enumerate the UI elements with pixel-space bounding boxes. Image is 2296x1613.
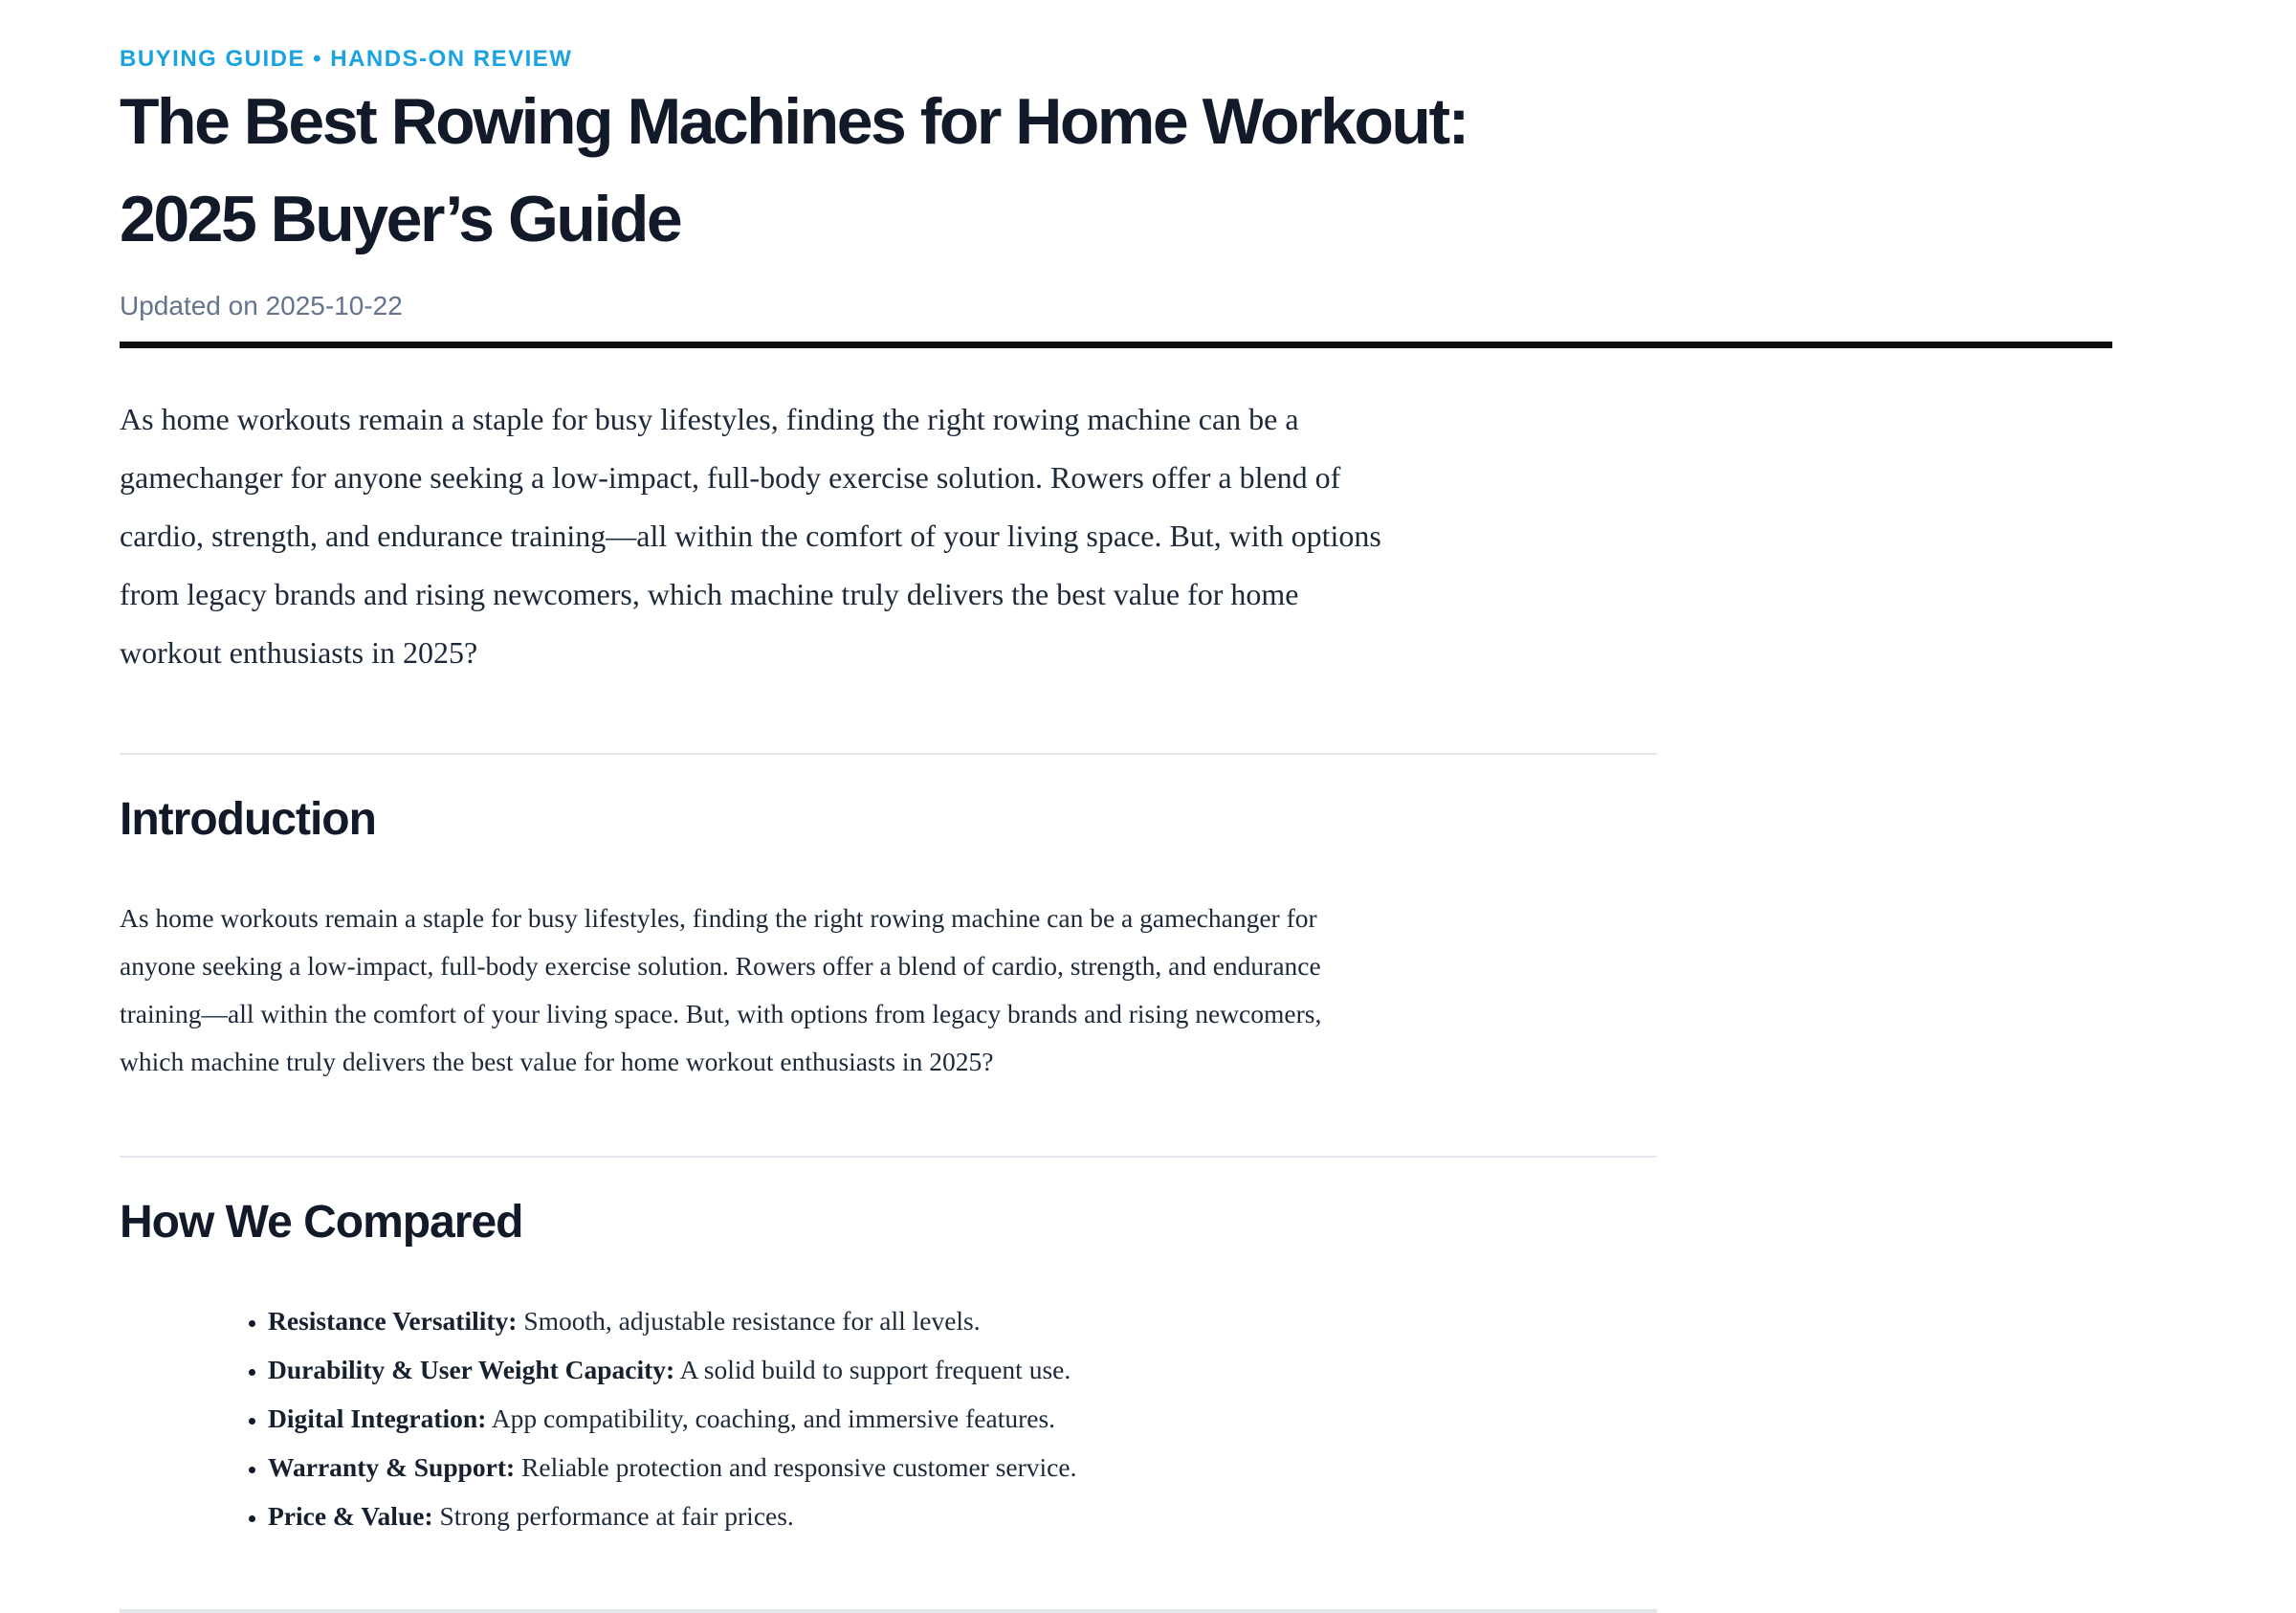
page-title (120, 73, 2112, 268)
how-we-compared-heading: How We Compared (120, 1197, 523, 1248)
section-divider (120, 753, 1657, 755)
criterion-term: Durability & User Weight Capacity: (268, 1355, 675, 1384)
criterion-description: Reliable protection and responsive customer service. (521, 1452, 1077, 1482)
list-item (268, 1443, 1392, 1491)
criterion-term: Resistance Versatility: (268, 1306, 518, 1336)
article-page (0, 48, 2296, 1613)
article-body (120, 390, 1657, 1613)
page-title-line-2: 2025 Buyer’s Guide (120, 183, 681, 255)
list-item (268, 1394, 1392, 1443)
list-item (268, 1491, 1392, 1540)
criterion-description: A solid build to support frequent use. (679, 1355, 1071, 1384)
updated-date: Updated on 2025-10-22 (120, 291, 403, 320)
criterion-term: Price & Value: (268, 1501, 433, 1531)
comparison-criteria-list (120, 1296, 1392, 1540)
bottom-divider (120, 1609, 1657, 1613)
criterion-description: Strong performance at fair prices. (439, 1501, 794, 1531)
category-kicker[interactable]: BUYING GUIDE • HANDS-ON REVIEW (120, 46, 573, 72)
criterion-description: App compatibility, coaching, and immersive features. (491, 1403, 1056, 1433)
section-divider (120, 1156, 1657, 1158)
criterion-term: Digital Integration: (268, 1403, 487, 1433)
section-introduction (120, 793, 1657, 1086)
criterion-description: Smooth, adjustable resistance for all levels. (523, 1306, 981, 1336)
section-how-we-compared (120, 1196, 1657, 1540)
lede-paragraph: As home workouts remain a staple for busy lifestyles, finding the right rowing machine can be a gamechanger for anyone seeking a low-impact, full-body exercise solution. Rowers offer a blend of cardio, strength, and endurance training—all within the comfort of your living space. But, with options from legacy brands and rising newcomers, which machine truly delivers the best value for home workout enthusiasts in 2025? (120, 402, 1381, 670)
introduction-paragraph: As home workouts remain a staple for busy lifestyles, finding the right rowing machine can be a gamechanger for anyone seeking a low-impact, full-body exercise solution. Rowers offer a blend of cardio, strength, and endurance training—all within the comfort of your living space. But, with options from legacy brands and rising newcomers, which machine truly delivers the best value for home workout enthusiasts in 2025? (120, 903, 1322, 1076)
introduction-heading: Introduction (120, 794, 376, 845)
criterion-term: Warranty & Support: (268, 1452, 516, 1482)
article-header (120, 48, 2112, 348)
header-rule (120, 342, 2112, 348)
list-item (268, 1296, 1392, 1345)
list-item (268, 1345, 1392, 1394)
page-title-line-1: The Best Rowing Machines for Home Workout: (120, 85, 1468, 158)
